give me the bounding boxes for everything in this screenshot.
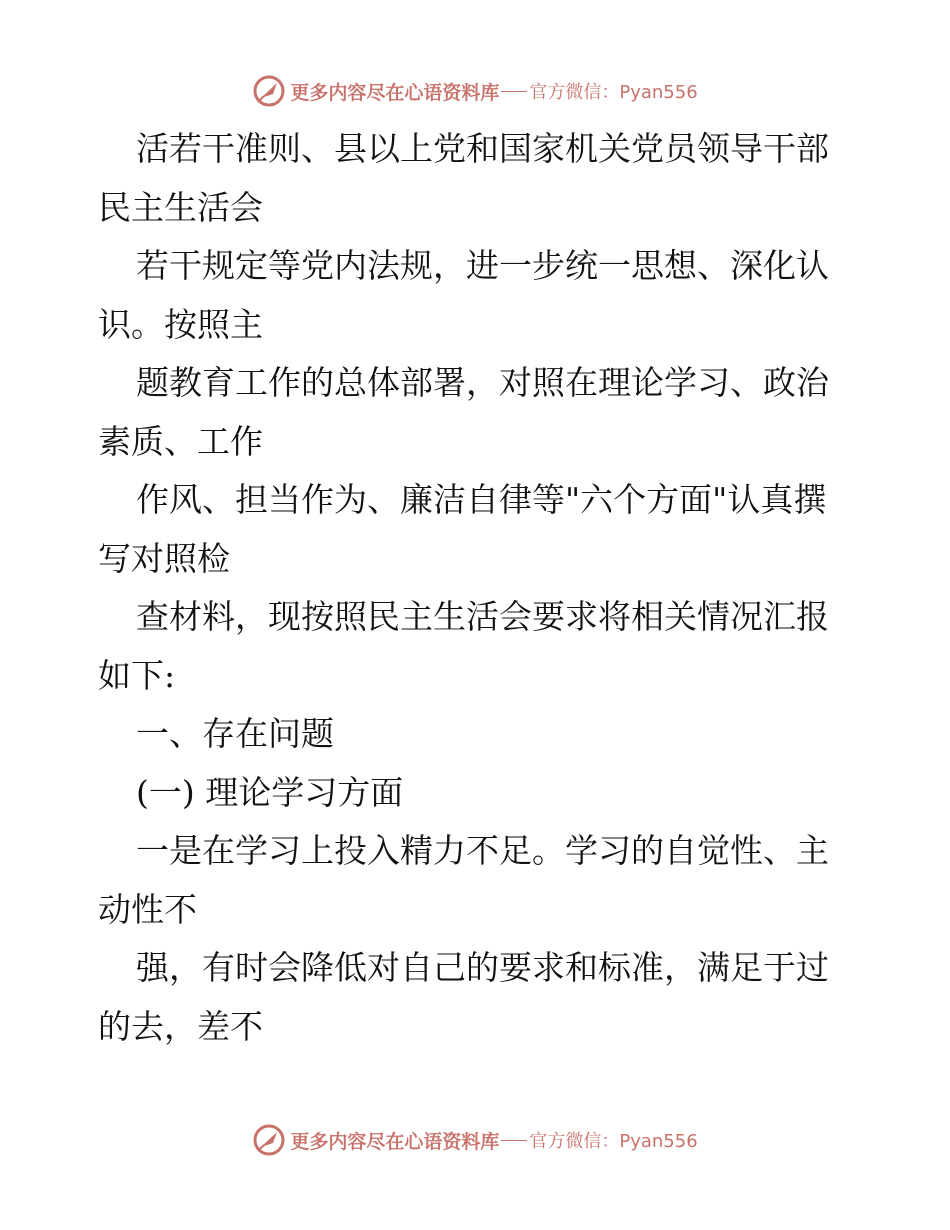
text-line: 一是在学习上投入精力不足。学习的自觉性、主 bbox=[136, 831, 829, 870]
header-wechat-text: 官方微信：Pyan556 bbox=[529, 82, 698, 103]
quill-logo-icon bbox=[252, 1123, 286, 1157]
subsection-heading: (一) 理论学习方面 bbox=[136, 772, 404, 812]
text-line: 动性不 bbox=[98, 889, 197, 929]
text-line: 作风、担当作为、廉洁自律等"六个方面"认真撰 bbox=[136, 480, 827, 519]
text-line: 活若干准则、县以上党和国家机关党员领导干部 bbox=[136, 129, 829, 168]
text-line: 民主生活会 bbox=[98, 187, 263, 227]
text-line: 识。按照主 bbox=[98, 304, 263, 344]
footer-dash bbox=[501, 1140, 527, 1141]
header-dash bbox=[501, 91, 527, 92]
text-line: 查材料，现按照民主生活会要求将相关情况汇报 bbox=[136, 597, 829, 636]
section-heading: 一、存在问题 bbox=[136, 714, 334, 753]
header-banner bbox=[0, 71, 950, 111]
text-line: 素质、工作 bbox=[98, 421, 263, 461]
footer-banner bbox=[0, 1120, 950, 1160]
text-line: 若干规定等党内法规，进一步统一思想、深化认 bbox=[136, 246, 829, 285]
text-line: 如下: bbox=[98, 655, 176, 695]
text-line: 题教育工作的总体部署，对照在理论学习、政治 bbox=[136, 363, 829, 402]
text-line: 的去，差不 bbox=[98, 1006, 263, 1046]
header-brand-text: 更多内容尽在心语资料库 bbox=[290, 81, 500, 104]
text-line: 强，有时会降低对自己的要求和标准，满足于过 bbox=[136, 948, 829, 987]
footer-brand-text: 更多内容尽在心语资料库 bbox=[290, 1130, 500, 1153]
footer-wechat-text: 官方微信：Pyan556 bbox=[529, 1131, 698, 1152]
body-text bbox=[98, 120, 858, 1056]
quill-logo-icon bbox=[252, 74, 286, 108]
text-line: 写对照检 bbox=[98, 538, 230, 578]
